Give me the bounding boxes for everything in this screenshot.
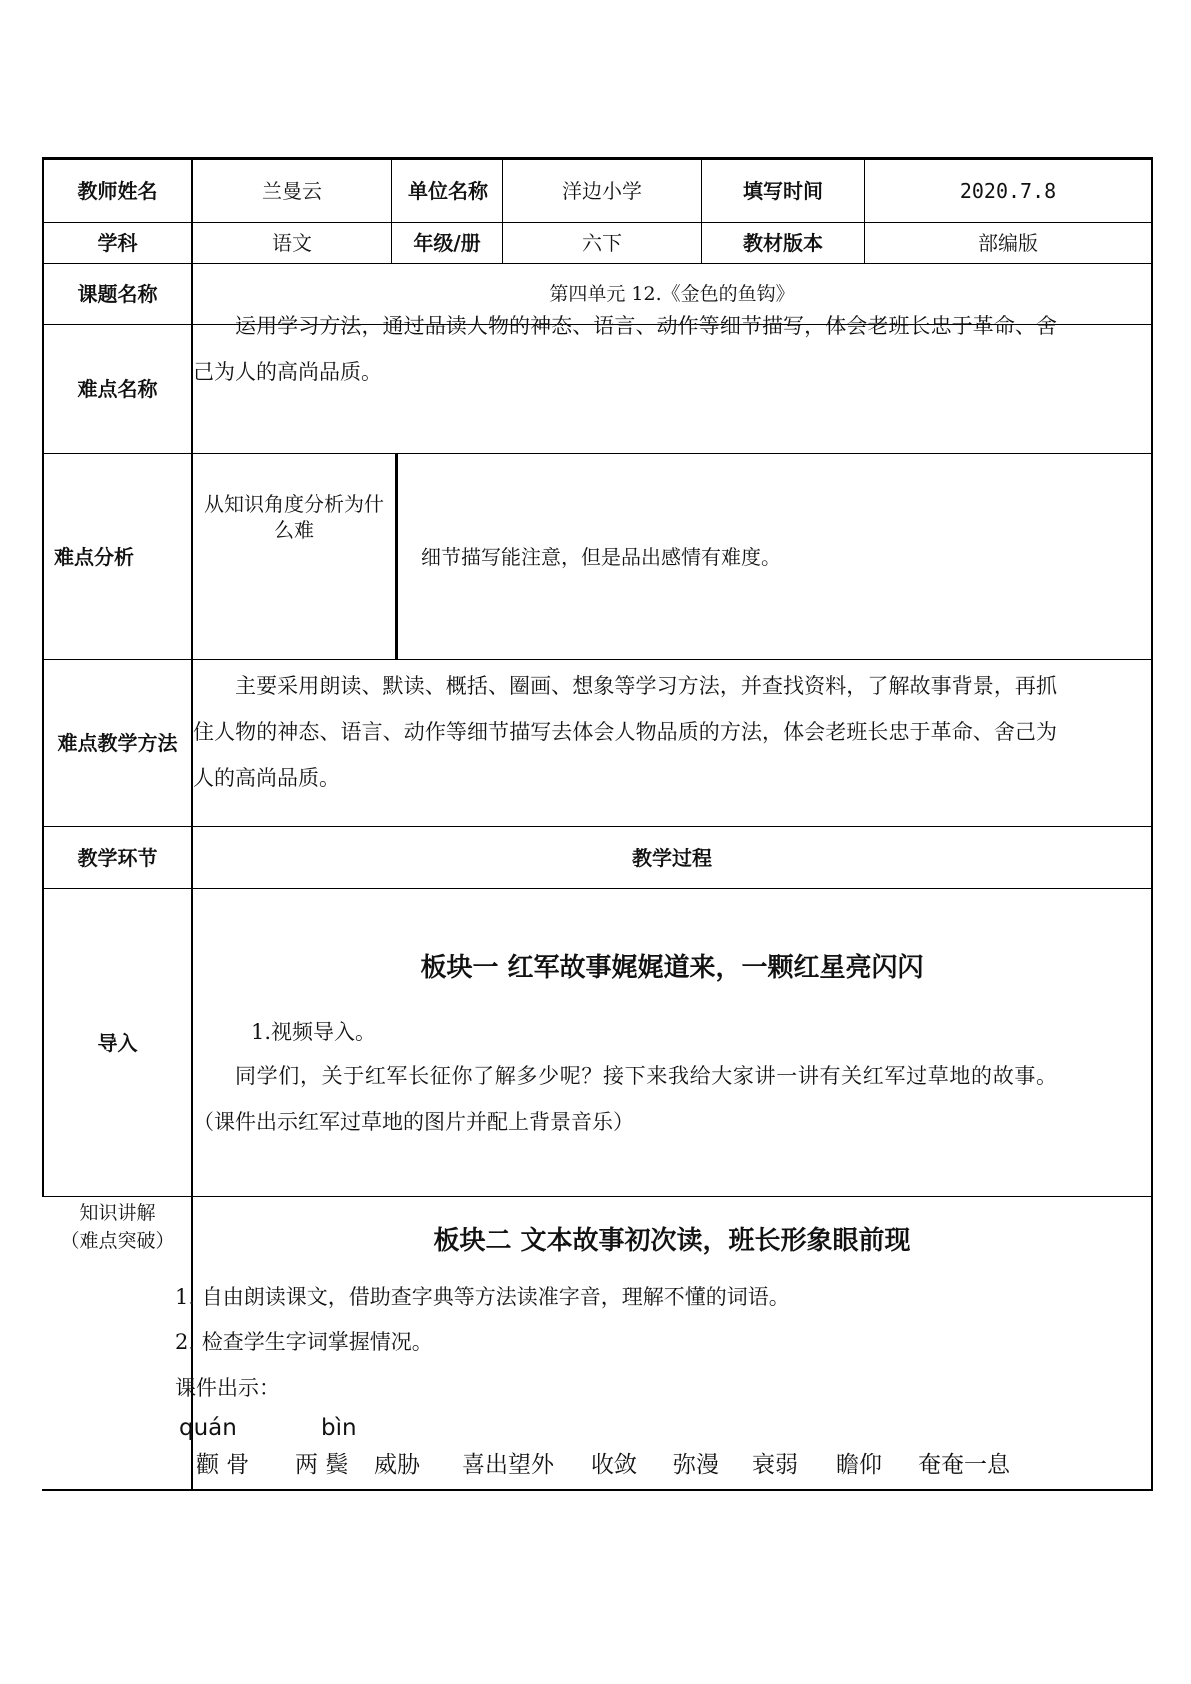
block2-title: 板块二 文本故事初次读，班长形象眼前现: [433, 1226, 911, 1256]
subject-value: 语文: [272, 231, 312, 255]
block2-item1: 1. 自由朗读课文，借助查字典等方法读准字音，理解不懂的词语。: [175, 1285, 790, 1309]
unit-name-label: 单位名称: [408, 179, 488, 203]
vocab-word: 瞻仰: [836, 1452, 882, 1478]
topic-label: 课题名称: [77, 282, 158, 306]
vocab-word: 衰弱: [752, 1452, 798, 1478]
vocab-word: 两 鬓: [295, 1452, 349, 1478]
fill-date-label: 填写时间: [743, 179, 823, 203]
edition-label: 教材版本: [743, 231, 823, 255]
block1-text: 同学们，关于红军长征你了解多少呢？接下来我给大家讲一讲有关红军过草地的故事。（课件出示红军过草地的图片并配上背景音乐）: [193, 1064, 1057, 1134]
vocab-word: 威胁: [374, 1452, 420, 1478]
block1-item: 1.视频导入。: [251, 1020, 377, 1044]
block2-item2: 2. 检查学生字词掌握情况。: [175, 1330, 433, 1354]
vocab-word: 弥漫: [673, 1452, 719, 1478]
teaching-process-label: 教学过程: [632, 845, 712, 870]
difficulty-name-text: 运用学习方法，通过品读人物的神态、语言、动作等细节描写，体会老班长忠于革命、舍己为人的高尚品质。: [193, 314, 1057, 384]
knowledge-label-main: 知识讲解: [79, 1202, 156, 1225]
edition-value: 部编版: [978, 231, 1038, 255]
courseware-label: 课件出示：: [175, 1376, 280, 1400]
teaching-method-label: 难点教学方法: [57, 731, 178, 755]
table-border-bottom: [42, 1489, 1153, 1491]
vocab-word: 颧 骨: [196, 1452, 250, 1478]
row-divider: [42, 659, 1153, 660]
subject-label: 学科: [97, 231, 138, 255]
row-divider: [42, 888, 1153, 889]
teaching-method-text: 主要采用朗读、默读、概括、圈画、想象等学习方法，并查找资料，了解故事背景，再抓住人物的神态、语言、动作等细节描写去体会人物品质的方法，体会老班长忠于革命、舍己为人的高尚品质。: [193, 674, 1057, 790]
grade-value: 六下: [582, 231, 622, 255]
vocab-word: 奄奄一息: [918, 1452, 1010, 1478]
topic-value: 第四单元 12.《金色的鱼钩》: [549, 282, 795, 305]
vocab-word: 喜出望外: [462, 1452, 554, 1478]
difficulty-analysis-subtitle: 从知识角度分析为什么难: [204, 492, 384, 542]
knowledge-label-sub: （难点突破）: [60, 1230, 175, 1252]
grade-label: 年级/册: [413, 231, 481, 255]
difficulty-analysis-label: 难点分析: [54, 544, 134, 569]
table-border-right: [1151, 157, 1153, 1491]
fill-date-value: 2020.7.8: [959, 179, 1057, 203]
pinyin-quan: quán: [179, 1415, 237, 1441]
lesson-plan-table: [42, 157, 1153, 1492]
row-divider: [42, 1196, 1153, 1197]
unit-name-value: 洋边小学: [562, 179, 642, 203]
knowledge-label: [44, 1197, 191, 1259]
pinyin-bin: bìn: [321, 1415, 357, 1441]
teacher-name-value: 兰曼云: [262, 179, 322, 203]
difficulty-analysis-text: 细节描写能注意，但是品出感情有难度。: [421, 544, 781, 569]
block1-title: 板块一 红军故事娓娓道来，一颗红星亮闪闪: [420, 953, 924, 983]
column-divider-thick: [395, 453, 398, 660]
vocabulary-row: [196, 1446, 1096, 1478]
teacher-name-label: 教师姓名: [77, 179, 158, 203]
intro-label: 导入: [97, 1030, 138, 1055]
difficulty-name-label: 难点名称: [77, 377, 158, 401]
teaching-stage-label: 教学环节: [77, 845, 158, 870]
vocab-word: 收敛: [591, 1452, 637, 1478]
pinyin-row: [179, 1415, 1079, 1445]
